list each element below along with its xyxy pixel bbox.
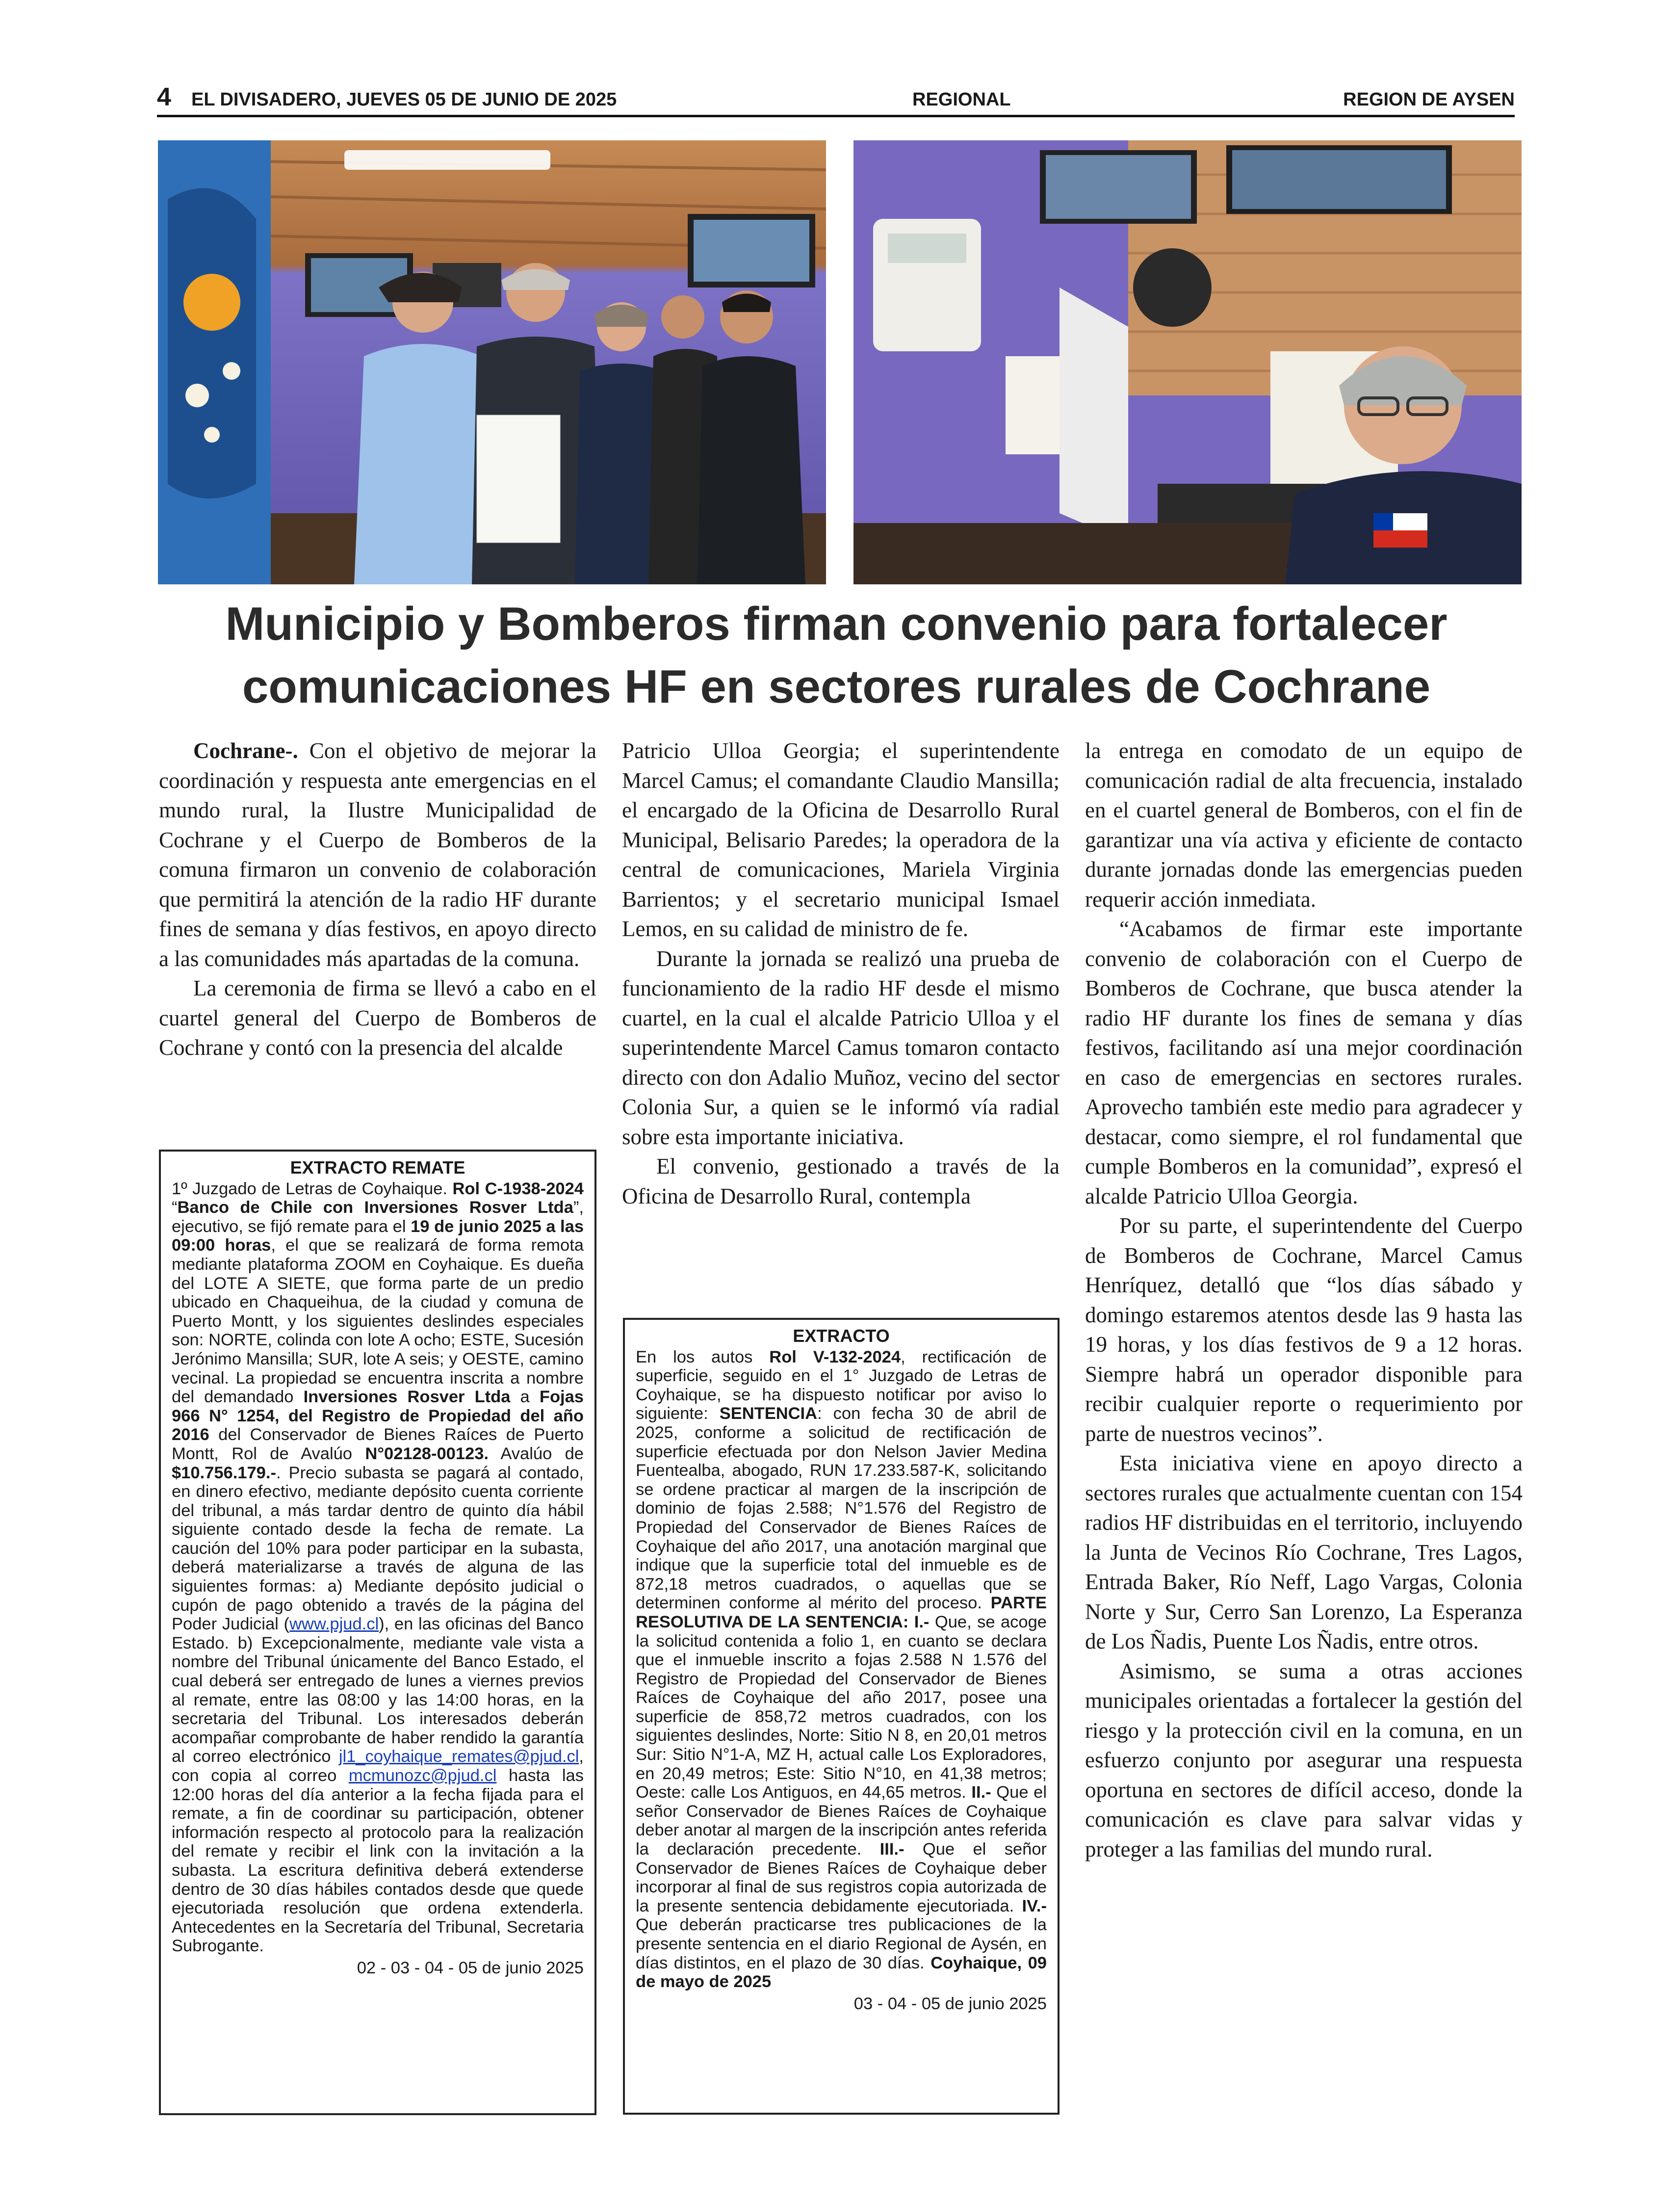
- issue-date-line: EL DIVISADERO, JUEVES 05 DE JUNIO DE 2025: [191, 89, 617, 110]
- notice-body: En los autos Rol V-132-2024, rectificación de superficie, seguido en el 1° Juzgado de Letras de Coyhaique, se ha dispuesto notificar por aviso lo siguiente: SENTENCIA: con fecha 30 de abril de 2025, conforme a solicitud de rectificación de superficie efectuada por don Nelson Javier Medina Fuentealba, abogado, RUN 17.233.587-K, solicitando se ordene practicar al margen de la inscripción de dominio de fojas 2.588; N°1.576 del Registro de Propiedad del Conservador de Bienes Raíces de Coyhaique del año 2017, una anotación marginal que indique que la superficie total del inmueble es de 872,18 metros cuadrados, o aquellas que se determinen conforme al mérito del proceso. PARTE RESOLUTIVA DE LA SENTENCIA: I.- Que, se acoge la solicitud contenida a folio 1, en cuanto se declara que el inmueble inscrito a fojas 2.588 N 1.576 del Registro de Propiedad del Conservador de Bienes Raíces de Coyhaique del año 2017, posee una superficie de 858,72 metros cuadrados, con los siguientes deslindes, Norte: Sitio N 8, en 20,01 metros Sur: Sitio N°1-A, MZ H, actual calle Los Exploradores, en 20,49 metros; Este: Sitio N°10, en 41,38 metros; Oeste: calle Los Antiguos, en 44,65 metros. II.- Que el señor Conservador de Bienes Raíces de Coyhaique deber anotar al margen de la inscripción antes referida la declaración precedente. III.- Que el señor Conservador de Bienes Raíces de Coyhaique deber incorporar al final de sus registros copia autorizada de la presente sentencia debidamente ejecutoriada. IV.- Que deberán practicarse tres publicaciones de la presente sentencia en el diario Regional de Aysén, en días distintos, en el plazo de 30 días. Coyhaique, 09 de mayo de 2025: [636, 1347, 1047, 1992]
- article-dateline: Cochrane-.: [193, 738, 298, 763]
- article-column-1: [159, 736, 596, 1063]
- article-paragraph: Por su parte, el superintendente del Cuerpo de Bomberos de Cochrane, Marcel Camus Henríquez, detalló que “los días sábado y domingo estaremos atentos desde las 9 hasta las 19 horas, y los días festivos de 9 a 12 horas. Siempre habrá un operador disponible para recibir cualquier reporte o requerimiento por parte de nuestros vecinos”.: [1085, 1213, 1523, 1446]
- article-column-2: [622, 736, 1060, 1211]
- notice-title: EXTRACTO: [793, 1326, 890, 1346]
- notice-body: 1º Juzgado de Letras de Coyhaique. Rol C-1938-2024 “Banco de Chile con Inversiones Rosver Ltda”, ejecutivo, se fijó remate para el 19 de junio 2025 a las 09:00 horas, el que se realizará de forma remota mediante plataforma ZOOM en Coyhaique. Es dueña del LOTE A SIETE, que forma parte de un predio ubicado en Chaqueihua, de la ciudad y comuna de Puerto Montt, y los siguientes deslindes especiales son: NORTE, colinda con lote A ocho; ESTE, Sucesión Jerónimo Mansilla; SUR, lote A seis; y OESTE, camino vecinal. La propiedad se encuentra inscrita a nombre del demandado Inversiones Rosver Ltda a Fojas 966 N° 1254, del Registro de Propiedad del año 2016 del Conservador de Bienes Raíces de Puerto Montt, Rol de Avalúo N°02128-00123. Avalúo de $10.756.179.-. Precio subasta se pagará al contado, en dinero efectivo, mediante depósito cuenta corriente del tribunal, a más tardar dentro de quinto día hábil siguiente contado desde la fecha de remate. La caución del 10% para poder participar en la subasta, deberá materializarse a través de alguna de las siguientes formas: a) Mediante depósito judicial o cupón de pago obtenido a través de la página del Poder Judicial (www.pjud.cl), en las oficinas del Banco Estado. b) Excepcionalmente, mediante vale vista a nombre del Tribunal únicamente del Banco Estado, el cual deberá ser entregado de lunes a viernes previos al remate, entre las 08:00 y las 14:00 horas, en la secretaria del Tribunal. Los interesados deberán acompañar comprobante de haber rendido la garantía al correo electrónico jl1_coyhaique_remates@pjud.cl, con copia al correo mcmunozc@pjud.cl hasta las 12:00 horas del día anterior a la fecha fijada para el remate, a fin de coordinar su participación, obtener información respecto al protocolo para la realización del remate y recibir el link con la invitación a la subasta. La escritura definitiva deberá extenderse dentro de 30 días hábiles contados desde que quede ejecutoriada resolución que ordena extenderla. Antecedentes en la Secretaría del Tribunal, Secretaria Subrogante.: [172, 1179, 584, 1956]
- page-header: [157, 84, 1515, 115]
- photo-radio-operator-illustration: [853, 140, 1522, 584]
- article-paragraph: [159, 736, 596, 973]
- article-paragraph: Asimismo, se suma a otras acciones municipales orientadas a fortalecer la gestión del riesgo y la protección civil en la comuna, en un esfuerzo conjunto por asegurar una respuesta oportuna en sectores de difícil acceso, donde la comunicación es clave para salvar vidas y proteger a las familias del mundo rural.: [1085, 1658, 1523, 1861]
- photo-signing-ceremony-illustration: [158, 140, 826, 584]
- article-paragraph: Esta iniciativa viene en apoyo directo a sectores rurales que actualmente cuentan con 154 radios HF distribuidas en el territorio, incluyendo la Junta de Vecinos Río Cochrane, Tres Lagos, Entrada Baker, Río Neff, Lago Vargas, Colonia Norte y Sur, Cerro San Lorenzo, La Esperanza de Los Ñadis, Puente Los Ñadis, entre otros.: [1085, 1451, 1523, 1653]
- article-paragraph: Patricio Ulloa Georgia; el superintendente Marcel Camus; el comandante Claudio Mansilla; el encargado de la Oficina de Desarrollo Rural Municipal, Belisario Paredes; la operadora de la central de comunicaciones, Mariela Virginia Barrientos; y el secretario municipal Ismael Lemos, en su calidad de ministro de fe.: [622, 738, 1060, 941]
- remates-email-link[interactable]: jl1_coyhaique_remates@pjud.cl: [338, 1747, 579, 1766]
- legal-notice-extracto: [623, 1318, 1060, 2115]
- article-paragraph: “Acabamos de firmar este importante convenio de colaboración con el Cuerpo de Bomberos de Cochrane, que busca atender la radio HF durante los fines de semana y días festivos, facilitando así una mejor coordinación en caso de emergencias en sectores rurales. Aprovecho también este medio para agradecer y destacar, como siempre, el rol fundamental que cumple Bomberos en la comunidad”, expresó el alcalde Patricio Ulloa Georgia.: [1085, 917, 1523, 1208]
- notice-title: EXTRACTO REMATE: [290, 1157, 465, 1178]
- photo-signing-ceremony: [158, 140, 826, 584]
- region-name: REGION DE AYSEN: [1343, 89, 1515, 110]
- article-paragraph: la entrega en comodato de un equipo de comunicación radial de alta frecuencia, instalado en el cuartel general de Bomberos, con el fin de garantizar una vía activa y eficiente de contacto durante jornadas donde las emergencias pueden requerir acción inmediata.: [1085, 738, 1523, 912]
- article-headline: Municipio y Bomberos firman convenio para fortalecer comunicaciones HF en sectores rurales de Cochrane: [225, 598, 1447, 713]
- article-paragraph: La ceremonia de firma se llevó a cabo en el cuartel general del Cuerpo de Bomberos de Cochrane y contó con la presencia del alcalde: [159, 976, 596, 1060]
- photo-radio-operator: [853, 140, 1522, 584]
- article-column-3: [1085, 736, 1523, 1864]
- notice-publication-dates: 03 - 04 - 05 de junio 2025: [853, 1994, 1047, 2013]
- header-rule: [157, 115, 1515, 117]
- article-paragraph: El convenio, gestionado a través de la Oficina de Desarrollo Rural, contempla: [622, 1154, 1060, 1208]
- section-name: REGIONAL: [912, 89, 1011, 110]
- article-text: Con el objetivo de mejorar la coordinación y respuesta ante emergencias en el mundo rural, la Ilustre Municipalidad de Cochrane y el Cuerpo de Bomberos de la comuna firmaron un convenio de colaboración que permitirá la atención de la radio HF durante fines de semana y días festivos, en apoyo directo a las comunidades más apartadas de la comuna.: [159, 738, 597, 971]
- pjud-website-link[interactable]: www.pjud.cl: [289, 1615, 379, 1634]
- legal-notice-remate: [159, 1150, 596, 2115]
- notice-publication-dates: 02 - 03 - 04 - 05 de junio 2025: [357, 1958, 584, 1977]
- page-number: 4: [157, 83, 171, 111]
- copy-email-link[interactable]: mcmunozc@pjud.cl: [348, 1766, 497, 1785]
- article-paragraph: Durante la jornada se realizó una prueba de funcionamiento de la radio HF desde el mismo cuartel, en la cual el alcalde Patricio Ulloa y el superintendente Marcel Camus tomaron contacto directo con don Adalio Muñoz, vecino del sector Colonia Sur, a quien se le informó vía radial sobre esta importante iniciativa.: [622, 946, 1060, 1149]
